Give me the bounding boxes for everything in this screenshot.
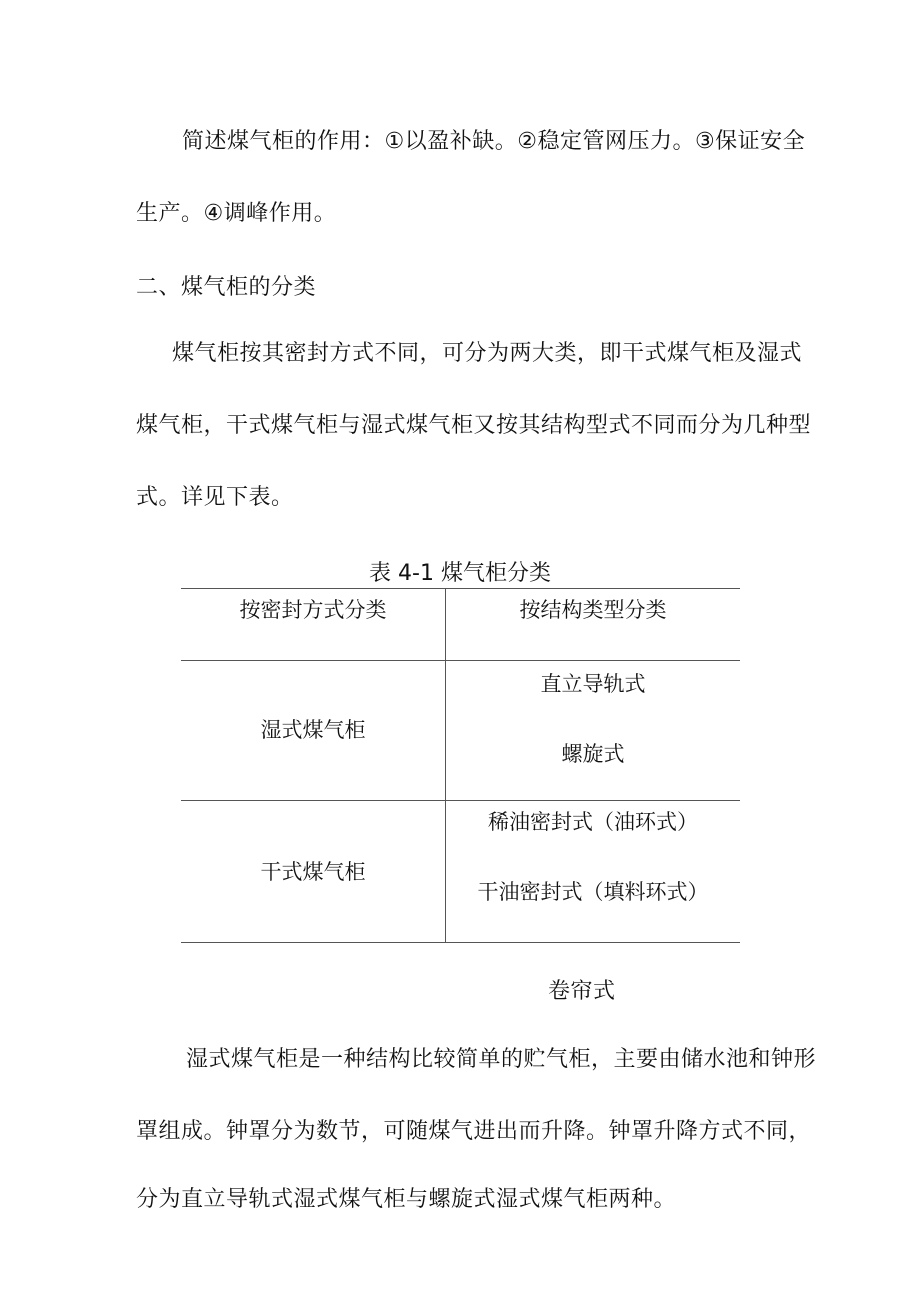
paragraph-1-line-2: 生产。④调峰作用。 xyxy=(136,201,337,226)
paragraph-3-line-3: 分为直立导轨式湿式煤气柜与螺旋式湿式煤气柜两种。 xyxy=(136,1187,677,1212)
paragraph-2-line-1: 煤气柜按其密封方式不同，可分为两大类，即干式煤气柜及湿式 xyxy=(172,341,803,366)
table-cell-wet-type-1: 直立导轨式 xyxy=(540,672,646,696)
table-rule-header xyxy=(181,660,740,661)
paragraph-2-line-3: 式。详见下表。 xyxy=(136,485,294,510)
table-cell-wet-category: 湿式煤气柜 xyxy=(260,718,366,742)
table-header-structure: 按结构类型分类 xyxy=(519,598,667,622)
table-cell-wet-type-2: 螺旋式 xyxy=(561,742,625,766)
table-caption: 表 4-1 煤气柜分类 xyxy=(369,561,551,586)
paragraph-3-line-2: 罩组成。钟罩分为数节，可随煤气进出而升降。钟罩升降方式不同， xyxy=(136,1119,812,1144)
table-cell-dry-type-2: 干油密封式（填料环式） xyxy=(477,880,709,904)
table-rule-row xyxy=(181,800,740,801)
paragraph-2-line-2: 煤气柜，干式煤气柜与湿式煤气柜又按其结构型式不同而分为几种型 xyxy=(136,413,812,438)
table-rule-top xyxy=(181,588,740,589)
table-cell-dry-type-1: 稀油密封式（油环式） xyxy=(488,810,698,834)
table-overflow-item: 卷帘式 xyxy=(548,979,616,1004)
table-cell-dry-category: 干式煤气柜 xyxy=(260,860,366,884)
section-heading: 二、煤气柜的分类 xyxy=(136,275,317,300)
table-header-seal: 按密封方式分类 xyxy=(239,598,387,622)
table-rule-bottom xyxy=(181,942,740,943)
paragraph-1-line-1: 简述煤气柜的作用：①以盈补缺。②稳定管网压力。③保证安全 xyxy=(182,129,806,154)
paragraph-3-line-1: 湿式煤气柜是一种结构比较简单的贮气柜，主要由储水池和钟形 xyxy=(186,1047,817,1072)
